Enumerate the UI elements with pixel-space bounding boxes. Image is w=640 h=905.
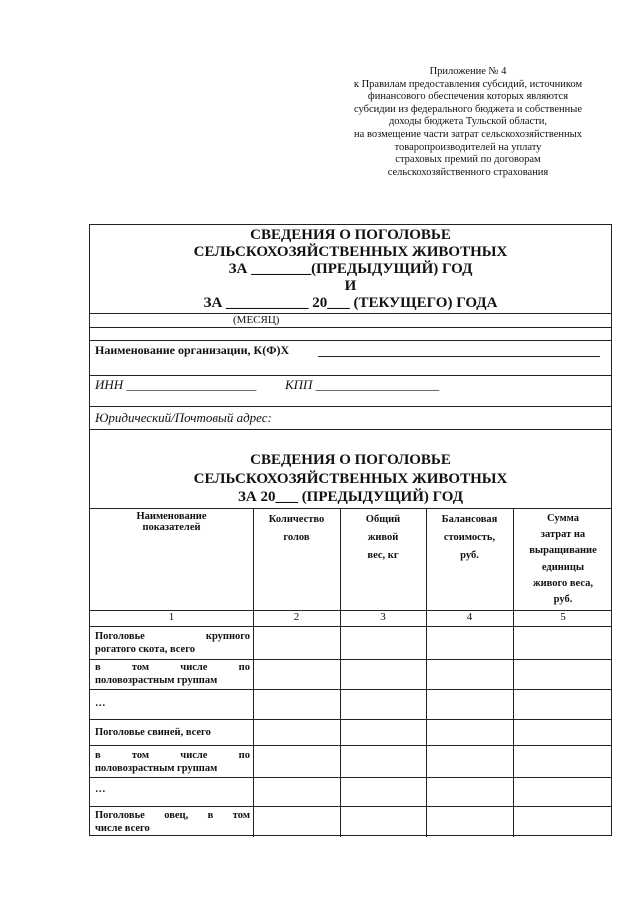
divider (90, 313, 611, 314)
header-live-weight (340, 511, 426, 564)
appendix-header (330, 66, 606, 179)
column-number: 2 (293, 611, 300, 623)
header-text: стоимость, (443, 531, 496, 543)
table-row-ellipsis: … (95, 698, 106, 709)
table-row-ellipsis: … (95, 784, 106, 795)
divider (90, 406, 611, 407)
header-text: Сумма (547, 513, 579, 524)
address-label: Юридический/Почтовый адрес: (95, 410, 272, 425)
form-title-line: И (344, 278, 357, 294)
row-word: том (232, 810, 250, 821)
row-word: Поголовье (95, 810, 145, 821)
divider (90, 375, 611, 376)
form-title-line: ЗА ___________ 20___ (ТЕКУЩЕГО) ГОДА (203, 295, 498, 311)
row-word: в (95, 662, 101, 673)
column-number: 5 (560, 611, 566, 623)
row-word: числе (180, 750, 208, 761)
inn-label: ИНН ____________________ (95, 377, 257, 392)
org-name-field[interactable] (318, 356, 600, 357)
header-text: вес, кг (367, 549, 399, 561)
header-text: Наименование (136, 511, 207, 522)
table-top-border (90, 508, 611, 509)
header-text: живой (367, 531, 399, 543)
header-text: живого веса, (532, 577, 594, 589)
month-label: (МЕСЯЦ) (233, 314, 280, 326)
row-word: в (95, 750, 101, 761)
row-text: числе всего (95, 823, 150, 834)
header-text: затрат на (540, 529, 586, 541)
appendix-line: финансового обеспечения которых являются (367, 91, 569, 103)
appendix-line: субсидии из федерального бюджета и собственные (353, 103, 583, 115)
row-word: в (207, 810, 214, 821)
header-book-value (426, 511, 513, 564)
header-head-count (253, 511, 340, 547)
header-indicator-name (90, 511, 253, 533)
header-text: единицы (541, 561, 585, 573)
header-rearing-cost (513, 511, 613, 608)
row-word: том (131, 750, 150, 761)
divider (90, 340, 611, 341)
header-text: голов (283, 531, 310, 543)
table-row-pig-groups (95, 749, 250, 775)
table-row-pigs: Поголовье свиней, всего (95, 727, 211, 738)
appendix-line: страховых премий по договорам (395, 154, 541, 166)
row-word: крупного (205, 631, 250, 642)
form-title (90, 227, 611, 312)
header-text: руб. (460, 549, 479, 561)
section-title-line: СВЕДЕНИЯ О ПОГОЛОВЬЕ (250, 452, 451, 468)
divider (90, 429, 611, 430)
row-word: по (238, 662, 250, 673)
table-row-cattle (95, 630, 250, 656)
column-number: 4 (466, 611, 473, 623)
column-number: 3 (380, 611, 386, 623)
appendix-line: на возмещение части затрат сельскохозяйственных (354, 128, 582, 140)
row-word: по (238, 750, 250, 761)
table-row-border (90, 745, 611, 746)
table-divider (90, 626, 611, 627)
kpp-label: КПП ___________________ (285, 377, 440, 392)
section-title-line: СЕЛЬСКОХОЗЯЙСТВЕННЫХ ЖИВОТНЫХ (193, 470, 508, 487)
header-text: показателей (142, 522, 201, 533)
row-text: половозрастным группам (95, 763, 218, 774)
header-text: Общий (365, 514, 401, 525)
table-column-border (253, 508, 254, 837)
appendix-line: сельскохозяйственного страхования (387, 166, 549, 178)
appendix-line: доходы бюджета Тульской области, (388, 116, 548, 128)
table-row-border (90, 689, 611, 690)
row-text: половозрастным группам (95, 675, 218, 686)
row-word: Поголовье (95, 631, 145, 642)
divider (90, 327, 611, 328)
table-row-border (90, 777, 611, 778)
form-title-line: ЗА ________(ПРЕДЫДУЩИЙ) ГОД (228, 261, 473, 277)
column-number: 1 (168, 611, 175, 623)
form-title-line: СВЕДЕНИЯ О ПОГОЛОВЬЕ (250, 227, 451, 243)
row-word: числе (180, 662, 208, 673)
section-title-line: ЗА 20___ (ПРЕДЫДУЩИЙ) ГОД (237, 489, 464, 505)
livestock-form (89, 224, 612, 836)
table-row-sheep (95, 809, 250, 835)
header-text: выращивание (529, 545, 597, 557)
row-word: овец, (164, 810, 189, 821)
row-text: рогатого скота, всего (95, 644, 195, 655)
section-title (90, 451, 611, 507)
header-text: Балансовая (441, 514, 498, 525)
row-word: том (131, 662, 150, 673)
table-row-border (90, 659, 611, 660)
appendix-line: Приложение № 4 (429, 66, 507, 77)
table-row-border (90, 719, 611, 720)
header-text: руб. (553, 594, 573, 606)
form-title-line: СЕЛЬСКОХОЗЯЙСТВЕННЫХ ЖИВОТНЫХ (193, 244, 508, 260)
appendix-line: товаропроизводителей на уплату (394, 141, 542, 153)
org-name-label: Наименование организации, К(Ф)Х (95, 343, 290, 357)
appendix-line: к Правилам предоставления субсидий, источником (353, 78, 583, 90)
header-text: Количество (268, 514, 325, 525)
table-row-border (90, 806, 611, 807)
table-row-cattle-groups (95, 661, 250, 687)
